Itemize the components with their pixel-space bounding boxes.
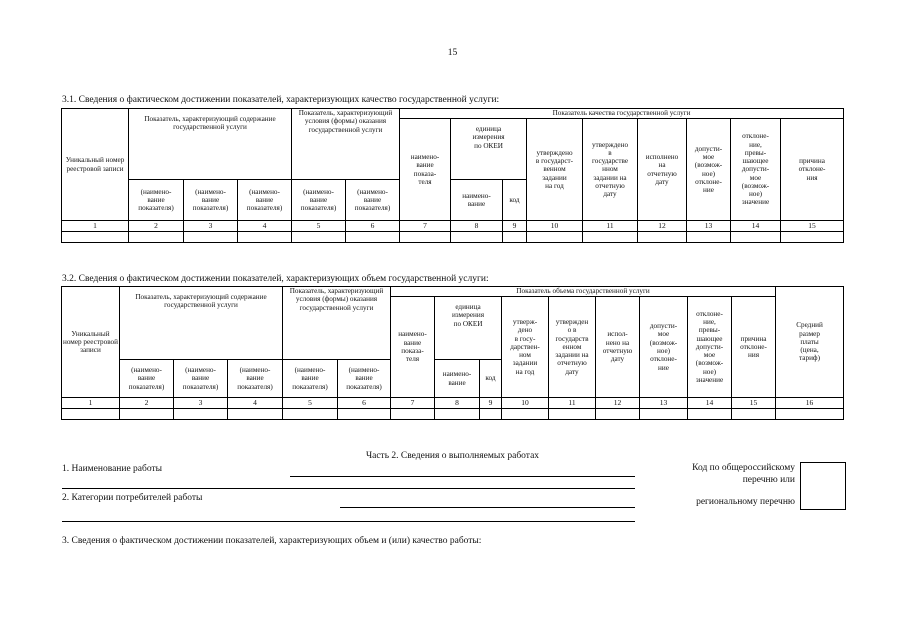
column-number: 11 xyxy=(549,398,596,409)
header-volume-group: Показатель объема государственной услуги xyxy=(391,287,776,297)
column-number: 11 xyxy=(583,221,638,232)
data-cell[interactable] xyxy=(338,409,391,420)
header-exceeding-deviation: отклоне- ние, превы- шающее допусти- мое (возмож- ное) значение xyxy=(688,297,732,398)
subheader-name: (наимено- вание показателя) xyxy=(338,360,391,398)
column-number: 2 xyxy=(129,221,184,232)
data-cell[interactable] xyxy=(638,232,687,243)
code-label-line-2: перечню или xyxy=(742,475,795,485)
column-number: 14 xyxy=(688,398,732,409)
column-number: 7 xyxy=(391,398,435,409)
subheader-name: (наимено- вание показателя) xyxy=(184,180,238,221)
data-cell[interactable] xyxy=(503,232,527,243)
section-3-2-title: 3.2. Сведения о фактическом достижении показателей, характеризующих объем государственной услуги: xyxy=(62,274,489,284)
header-conditions: Показатель, характеризующий условия (формы) оказания государственной услуги xyxy=(292,109,400,180)
column-number: 15 xyxy=(732,398,776,409)
work-name-line-2[interactable] xyxy=(62,488,635,489)
data-cell[interactable] xyxy=(731,232,781,243)
column-number: 13 xyxy=(687,221,731,232)
header-executed: исполнено на отчетную дату xyxy=(638,119,687,221)
data-cell[interactable] xyxy=(292,232,346,243)
header-executed: испол- нено на отчетную дату xyxy=(596,297,640,398)
data-cell[interactable] xyxy=(391,409,435,420)
part-2-title: Часть 2. Сведения о выполняемых работах xyxy=(365,451,540,461)
data-cell[interactable] xyxy=(687,232,731,243)
subheader-name: (наимено- вание показателя) xyxy=(238,180,292,221)
empty-data-row xyxy=(62,409,844,420)
header-registry: Уникальный номер реестровой записи xyxy=(62,109,129,221)
column-number: 10 xyxy=(502,398,549,409)
data-cell[interactable] xyxy=(527,232,583,243)
data-cell[interactable] xyxy=(120,409,174,420)
data-cell[interactable] xyxy=(776,409,844,420)
header-conditions: Показатель, характеризующий условия (формы) оказания государственной услуги xyxy=(283,287,391,360)
header-approved-date: утверждено в государстве нном задании на отчетную дату xyxy=(583,119,638,221)
column-number: 12 xyxy=(596,398,640,409)
code-input-box[interactable] xyxy=(800,462,846,510)
subheader-name: (наимено- вание показателя) xyxy=(228,360,283,398)
column-number: 1 xyxy=(62,398,120,409)
data-cell[interactable] xyxy=(184,232,238,243)
header-unit: единица измерения по ОКЕИ xyxy=(435,297,502,360)
work-name-label: 1. Наименование работы xyxy=(62,464,163,474)
column-number: 3 xyxy=(184,221,238,232)
column-number: 6 xyxy=(338,398,391,409)
header-allowed-deviation: допусти- мое (возмож- ное) отклоне- ние xyxy=(687,119,731,221)
header-reason: причина отклоне- ния xyxy=(781,119,844,221)
header-allowed-deviation: допусти- мое (возмож- ное) отклоне- ние xyxy=(640,297,688,398)
code-label-line-3: региональному перечню xyxy=(696,497,795,507)
subheader-name: (наимено- вание показателя) xyxy=(283,360,338,398)
column-number: 10 xyxy=(527,221,583,232)
consumers-line[interactable] xyxy=(340,507,635,508)
page-number: 15 xyxy=(447,48,458,58)
data-cell[interactable] xyxy=(346,232,400,243)
subheader-name: (наимено- вание показателя) xyxy=(129,180,184,221)
data-cell[interactable] xyxy=(549,409,596,420)
quality-indicators-table xyxy=(61,108,844,243)
column-number: 5 xyxy=(292,221,346,232)
column-number: 16 xyxy=(776,398,844,409)
data-cell[interactable] xyxy=(583,232,638,243)
data-cell[interactable] xyxy=(435,409,480,420)
work-name-line[interactable] xyxy=(290,476,635,477)
header-approved-year: утверждено в государст- венном задании на год xyxy=(527,119,583,221)
code-label-line-1: Код по общероссийскому xyxy=(692,463,795,473)
data-cell[interactable] xyxy=(732,409,776,420)
volume-indicators-table xyxy=(61,286,844,420)
column-number: 6 xyxy=(346,221,400,232)
data-cell[interactable] xyxy=(174,409,228,420)
header-exceeding-deviation: отклоне- ние, превы- шающее допусти- мое (возмож- ное) значение xyxy=(731,119,781,221)
data-cell[interactable] xyxy=(480,409,502,420)
header-content: Показатель, характеризующий содержание государственной услуги xyxy=(129,109,292,180)
column-number: 8 xyxy=(451,221,503,232)
subheader-name: (наимено- вание показателя) xyxy=(346,180,400,221)
data-cell[interactable] xyxy=(62,232,129,243)
consumers-label: 2. Категории потребителей работы xyxy=(62,493,203,503)
data-cell[interactable] xyxy=(129,232,184,243)
header-approved-date: утвержден о в государств енном задании на отчетную дату xyxy=(549,297,596,398)
data-cell[interactable] xyxy=(283,409,338,420)
data-cell[interactable] xyxy=(400,232,451,243)
header-content: Показатель, характеризующий содержание государственной услуги xyxy=(120,287,283,360)
column-number: 13 xyxy=(640,398,688,409)
column-number: 15 xyxy=(781,221,844,232)
subheader-name: (наимено- вание показателя) xyxy=(174,360,228,398)
data-cell[interactable] xyxy=(596,409,640,420)
header-unit: единица измерения по ОКЕИ xyxy=(451,119,527,180)
column-number: 9 xyxy=(503,221,527,232)
column-number: 9 xyxy=(480,398,502,409)
column-number: 12 xyxy=(638,221,687,232)
header-quality-group: Показатель качества государственной услуги xyxy=(400,109,844,119)
column-number: 8 xyxy=(435,398,480,409)
header-registry: Уникальный номер реестровой записи xyxy=(62,287,120,398)
data-cell[interactable] xyxy=(640,409,688,420)
column-number: 4 xyxy=(228,398,283,409)
header-indicator-name: наимено- вание показа- теля xyxy=(391,297,435,398)
column-number: 2 xyxy=(120,398,174,409)
data-cell[interactable] xyxy=(502,409,549,420)
header-reason: причина отклоне- ния xyxy=(732,297,776,398)
data-cell[interactable] xyxy=(688,409,732,420)
section-3-work-title: 3. Сведения о фактическом достижении показателей, характеризующих объем и (или) качество работы: xyxy=(62,536,482,546)
header-indicator-name: наимено- вание показа- теля xyxy=(400,119,451,221)
data-cell[interactable] xyxy=(781,232,844,243)
column-number: 14 xyxy=(731,221,781,232)
consumers-line-2[interactable] xyxy=(62,521,635,522)
header-unit-name: наимено- вание xyxy=(435,360,480,398)
data-cell[interactable] xyxy=(451,232,503,243)
empty-data-row xyxy=(62,232,844,243)
column-number: 4 xyxy=(238,221,292,232)
data-cell[interactable] xyxy=(238,232,292,243)
header-average-price: Средний размер платы (цена, тариф) xyxy=(776,287,844,398)
column-number: 3 xyxy=(174,398,228,409)
subheader-name: (наимено- вание показателя) xyxy=(120,360,174,398)
column-number: 7 xyxy=(400,221,451,232)
column-number: 5 xyxy=(283,398,338,409)
section-3-1-title: 3.1. Сведения о фактическом достижении показателей, характеризующих качество государственной услуги: xyxy=(62,95,500,105)
subheader-name: (наимено- вание показателя) xyxy=(292,180,346,221)
data-cell[interactable] xyxy=(62,409,120,420)
header-approved-year: утверж- дено в госу- дарствен- ном задании на год xyxy=(502,297,549,398)
header-unit-code: код xyxy=(503,180,527,221)
header-unit-name: наимено- вание xyxy=(451,180,503,221)
column-number: 1 xyxy=(62,221,129,232)
header-unit-code: код xyxy=(480,360,502,398)
data-cell[interactable] xyxy=(228,409,283,420)
